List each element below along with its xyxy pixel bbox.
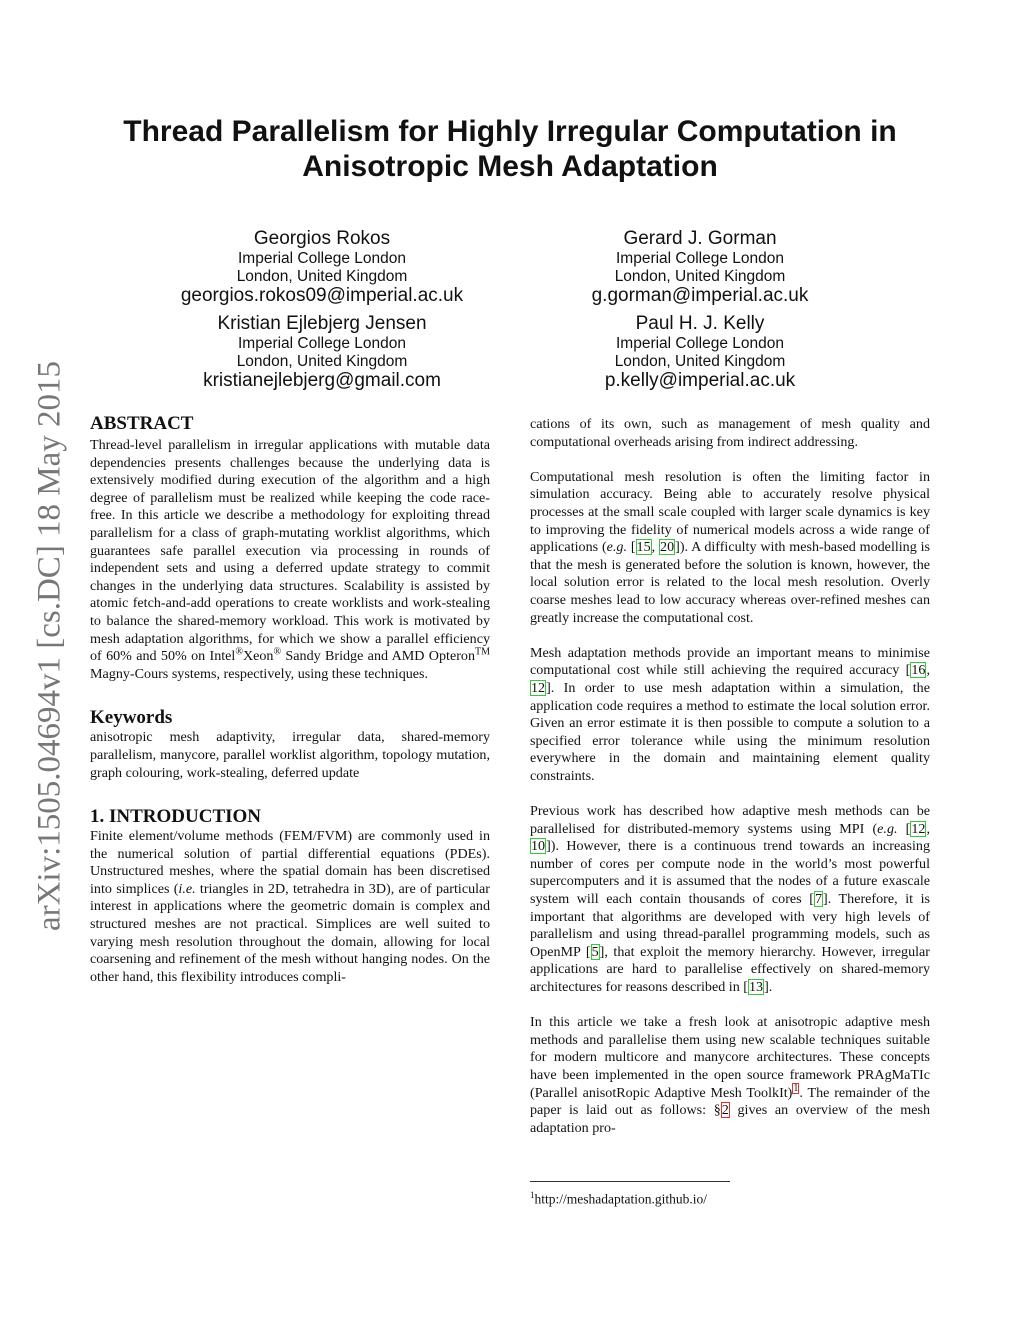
author-name: Gerard J. Gorman — [623, 228, 777, 249]
author-location: London, United Kingdom — [236, 352, 408, 370]
footnote-mark: 1 — [530, 1190, 535, 1200]
text-run: gives an overview of the mesh adaptation pro- — [530, 1102, 931, 1136]
text-run: triangles in 2D, tetrahedra in 3D), are of particular interest in applications where the geometric domain is complex and structured meshes are not practical. Simplices are well suited to varying mesh resolution throughout the domain, allowing for local coarsening and refinement of the mesh without hanging nodes. On the other hand, this flexibility introduces compli- — [90, 880, 490, 985]
author-name: Paul H. J. Kelly — [635, 313, 765, 334]
text-run: Finite element/volume methods (FEM/FVM) are commonly used in the numerical solution of partial differential equations (PDEs). Unstructured meshes, where the spatial domain has been discretised into simplices ( — [90, 828, 490, 897]
left-column — [90, 413, 490, 986]
footnote-divider — [530, 1181, 730, 1182]
footnote-link[interactable]: 1 — [793, 1082, 799, 1094]
text-run: e.g. — [877, 820, 898, 837]
author-block-kelly — [530, 313, 870, 392]
citation-link[interactable]: 20 — [660, 539, 675, 556]
author-name: Kristian Ejlebjerg Jensen — [217, 313, 427, 334]
author-email[interactable]: georgios.rokos09@imperial.ac.uk — [180, 285, 464, 306]
citation-link[interactable]: 12 — [531, 679, 546, 696]
paper-title — [100, 114, 920, 184]
text-run: i.e. — [178, 880, 196, 897]
intro-paragraph-2: Computational mesh resolution is often the limiting factor in simulation accuracy. Being able to accurately resolve physical processes at the small scale coupled with larger scale dynamics is key to improving the fidelity of numerical models across a wide range of applications (e.g. [15, 20]). A difficulty with mesh-based modelling is that the mesh is generated before the solution is known, however, the local solution error is related to the local mesh resolution. Overly coarse meshes lead to low accuracy whereas over-refined meshes can greatly increase the computational cost. — [530, 468, 931, 626]
abstract-heading: ABSTRACT — [90, 413, 194, 434]
text-run: , that exploit the memory hierarchy. However, irregular applications are hard to parallelise effectively on shared-memory architectures for reasons described in — [530, 943, 930, 995]
text-run: ). However, there is a continuous trend towards an increasing number of cores per compute node in the world’s most powerful supercomputers and it is assumed that the nodes of a future exascale system will each contain thousands of cores — [530, 838, 930, 908]
text-run: . Therefore, it is important that algorithms are developed with very high levels of parallelism and using thread-parallel programming models, such as OpenMP — [530, 891, 930, 960]
intro-paragraph-5 — [530, 1014, 930, 1137]
author-affiliation: Imperial College London — [237, 335, 407, 352]
text-run: In this article we take a fresh look at anisotropic adaptive mesh methods and parallelise them using new scalable techniques suitable for modern multicore and manycore architectures. These concepts have been implemented in the open source framework PRAgMaTIc (Parallel anisotRopic Adaptive Mesh ToolkIt) — [530, 1014, 930, 1101]
abstract-text: Sandy Bridge and AMD Opteron — [281, 648, 475, 665]
citation-link[interactable]: 16 — [911, 662, 926, 679]
introduction-heading: 1. INTRODUCTION — [90, 806, 262, 828]
intro-paragraph-1 — [90, 828, 490, 986]
author-location: London, United Kingdom — [614, 267, 786, 285]
citation-link[interactable]: 13 — [748, 979, 764, 995]
author-block-jensen — [152, 313, 492, 392]
citation-link[interactable]: 7 — [814, 891, 822, 908]
text-run: Mesh adaptation methods provide an important means to minimise computational cost while still achieving the required accuracy — [530, 644, 930, 679]
text-run: . The remainder of the paper is laid out as follows: § — [530, 1084, 931, 1119]
keywords-heading: Keywords — [90, 707, 173, 729]
abstract-text: Magny-Cours systems, respectively, using these techniques. — [90, 665, 429, 682]
author-block-rokos — [152, 228, 492, 307]
abstract-xeon: Xeon — [242, 648, 274, 665]
author-block-gorman — [530, 228, 870, 307]
trademark: TM — [475, 646, 490, 658]
registered-mark: ® — [235, 646, 243, 658]
footnote-url[interactable]: http://meshadaptation.github.io/ — [534, 1191, 707, 1207]
author-affiliation: Imperial College London — [615, 335, 785, 352]
keywords-body: anisotropic mesh adaptivity, irregular data, shared-memory parallelism, manycore, parallel worklist algorithm, topology mutation, graph colouring, work-stealing, deferred update — [90, 729, 490, 781]
registered-mark: ® — [273, 646, 282, 658]
citation-link[interactable]: 12 — [911, 820, 926, 837]
footnote — [530, 1187, 707, 1208]
author-email[interactable]: kristianejlebjerg@gmail.com — [203, 370, 441, 391]
abstract-body — [90, 437, 490, 683]
title-line-2: Anisotropic Mesh Adaptation — [302, 150, 718, 183]
intro-paragraph-4: Previous work has described how adaptive mesh methods can be parallelised for distributed-memory systems using MPI (e.g. [12, 10]). However, there is a continuous trend towards an increasing number of cores per compute node in the world’s most powerful supercomputers and it is assumed that the nodes of a future exascale system will each contain thousands of cores [7]. Therefore, it is important that algorithms are developed with very high levels of parallelism and using thread-parallel programming models, such as OpenMP [5], that exploit the memory hierarchy. However, irregular applications are hard to parallelise effectively on shared-memory architectures for reasons described in [13]. — [530, 803, 930, 995]
right-column — [530, 416, 930, 1137]
author-affiliation: Imperial College London — [615, 250, 785, 267]
author-affiliation: Imperial College London — [237, 250, 407, 267]
text-run: . — [768, 979, 773, 995]
author-location: London, United Kingdom — [236, 267, 408, 285]
author-email[interactable]: p.kelly@imperial.ac.uk — [604, 370, 796, 391]
text-run: Previous work has described how adaptive mesh methods can be parallelised for distributed-memory systems using MPI ( — [530, 803, 930, 837]
text-run: Computational mesh resolution is often the limiting factor in simulation accuracy. Being able to accurately resolve physical processes at the small scale coupled with larger scale dynamics is key to improving the fidelity of numerical models across a wide range of applications ( — [530, 468, 930, 556]
title-line-1: Thread Parallelism for Highly Irregular Computation in — [123, 115, 897, 148]
text-run: . In order to use mesh adaptation within a simulation, the application code requires a method to estimate the local solution error. Given an error estimate it is then possible to compute a solution to a specified error tolerance while using the minimum resolution everywhere in the domain and maintaining element quality constraints. — [530, 679, 930, 784]
author-email[interactable]: g.gorman@imperial.ac.uk — [591, 285, 809, 306]
section-link[interactable]: 2 — [721, 1102, 729, 1119]
intro-paragraph-1-continued: cations of its own, such as management of mesh quality and computational overheads arising from indirect addressing. — [530, 416, 930, 450]
author-name: Georgios Rokos — [253, 228, 391, 249]
text-run: ). A difficulty with mesh-based modelling is that the mesh is generated before the solution is known, however, the local solution error is related to the local mesh resolution. Overly coarse meshes lead to low accuracy whereas over-refined meshes can greatly increase the computational cost. — [530, 539, 931, 626]
intro-paragraph-3: Mesh adaptation methods provide an important means to minimise computational cost while still achieving the required accuracy [16, 12]. In order to use mesh adaptation within a simulation, the application code requires a method to estimate the local solution error. Given an error estimate it is then possible to compute a solution to a specified error tolerance while using the minimum resolution everywhere in the domain and maintaining element quality constraints. — [530, 644, 930, 784]
abstract-text: Thread-level parallelism in irregular applications with mutable data dependencies presents challenges because the underlying data is extensively modified during execution of the algorithm and a high degree of parallelism must be realized while keeping the code race-free. In this article we describe a methodology for exploiting thread parallelism for a class of graph-mutating worklist algorithms, which guarantees safe parallel execution via processing in rounds of independent sets and using a deferred update strategy to commit changes in the underlying data structures. Scalability is assisted by atomic fetch-and-add operations to create worklists and work-stealing to balance the shared-memory workload. This work is motivated by mesh adaptation algorithms, for which we show a parallel efficiency of 60% and 50% on Intel — [90, 437, 490, 665]
citation-link[interactable]: 10 — [531, 838, 546, 855]
arxiv-identifier: arXiv:1505.04694v1 [cs.DC] 18 May 2015 — [31, 360, 68, 932]
author-location: London, United Kingdom — [614, 352, 786, 370]
citation-link[interactable]: 5 — [591, 943, 599, 960]
text-run: e.g. — [606, 539, 627, 556]
citation-link[interactable]: 15 — [636, 539, 651, 556]
